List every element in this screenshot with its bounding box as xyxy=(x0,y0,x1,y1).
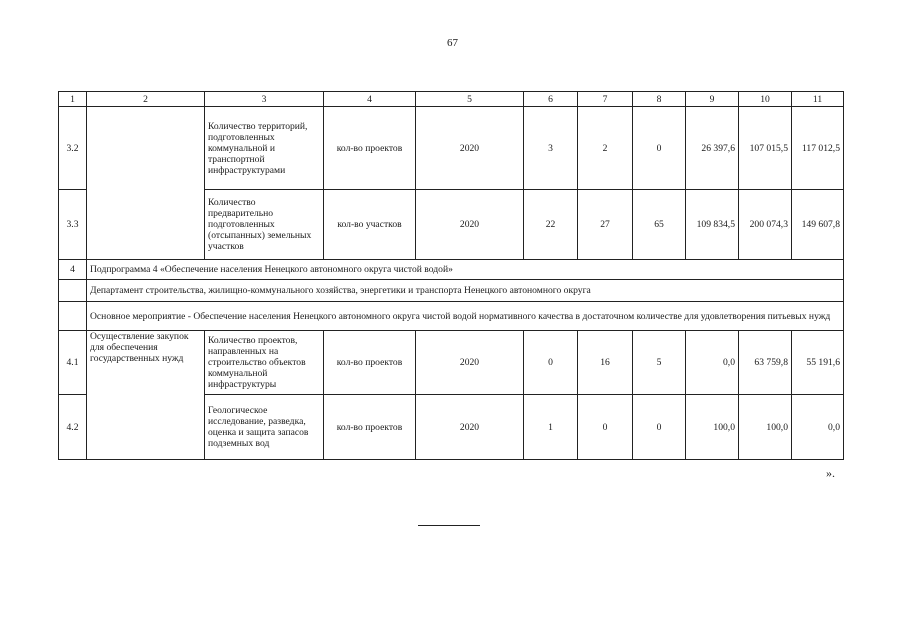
value-9: 100,0 xyxy=(686,395,739,460)
value-7: 0 xyxy=(578,395,633,460)
subprogram-title: Подпрограмма 4 «Обеспечение населения Ненецкого автономного округа чистой водой» xyxy=(87,260,844,280)
value-8: 0 xyxy=(633,395,686,460)
value-9: 109 834,5 xyxy=(686,190,739,260)
value-6: 22 xyxy=(524,190,578,260)
row-number: 4.1 xyxy=(59,331,87,395)
col-header: 9 xyxy=(686,92,739,107)
year: 2020 xyxy=(416,107,524,190)
footer-separator-line xyxy=(418,525,480,526)
value-10: 200 074,3 xyxy=(739,190,792,260)
row-number-empty xyxy=(59,280,87,302)
indicator-name: Количество предварительно подготовленных (отсыпанных) земельных участков xyxy=(205,190,324,260)
value-7: 16 xyxy=(578,331,633,395)
row-number: 3.3 xyxy=(59,190,87,260)
year: 2020 xyxy=(416,395,524,460)
table-row xyxy=(59,331,844,395)
value-9: 0,0 xyxy=(686,331,739,395)
row-number: 4.2 xyxy=(59,395,87,460)
column-number-row xyxy=(59,92,844,107)
activity-name: Осуществление закупок для обеспечения государственных нужд xyxy=(87,331,205,460)
indicator-name: Количество территорий, подготовленных коммунальной и транспортной инфраструктурами xyxy=(205,107,324,190)
department-row xyxy=(59,280,844,302)
page-number: 67 xyxy=(447,37,458,49)
col-header: 11 xyxy=(792,92,844,107)
value-11: 117 012,5 xyxy=(792,107,844,190)
value-9: 26 397,6 xyxy=(686,107,739,190)
main-activity-title: Основное мероприятие - Обеспечение населения Ненецкого автономного округа чистой водой нормативного качества в достаточном количестве для удовлетворения питьевых нужд xyxy=(87,302,844,331)
value-10: 63 759,8 xyxy=(739,331,792,395)
activity-cell-empty xyxy=(87,107,205,260)
unit: кол-во проектов xyxy=(324,395,416,460)
indicators-table xyxy=(58,91,844,460)
value-10: 107 015,5 xyxy=(739,107,792,190)
col-header: 6 xyxy=(524,92,578,107)
main-activity-row xyxy=(59,302,844,331)
unit: кол-во проектов xyxy=(324,331,416,395)
year: 2020 xyxy=(416,190,524,260)
value-6: 3 xyxy=(524,107,578,190)
indicator-name: Количество проектов, направленных на строительство объектов коммунальной инфраструктуры xyxy=(205,331,324,395)
value-8: 0 xyxy=(633,107,686,190)
value-6: 0 xyxy=(524,331,578,395)
closing-quote: ». xyxy=(826,466,835,480)
value-11: 55 191,6 xyxy=(792,331,844,395)
value-8: 5 xyxy=(633,331,686,395)
col-header: 7 xyxy=(578,92,633,107)
unit: кол-во участков xyxy=(324,190,416,260)
col-header: 8 xyxy=(633,92,686,107)
row-number-empty xyxy=(59,302,87,331)
value-7: 2 xyxy=(578,107,633,190)
col-header: 2 xyxy=(87,92,205,107)
value-6: 1 xyxy=(524,395,578,460)
year: 2020 xyxy=(416,331,524,395)
col-header: 5 xyxy=(416,92,524,107)
subprogram-row xyxy=(59,260,844,280)
value-11: 149 607,8 xyxy=(792,190,844,260)
value-8: 65 xyxy=(633,190,686,260)
col-header: 4 xyxy=(324,92,416,107)
col-header: 3 xyxy=(205,92,324,107)
indicator-name: Геологическое исследование, разведка, оценка и защита запасов подземных вод xyxy=(205,395,324,460)
unit: кол-во проектов xyxy=(324,107,416,190)
value-10: 100,0 xyxy=(739,395,792,460)
table-row xyxy=(59,107,844,190)
col-header: 1 xyxy=(59,92,87,107)
col-header: 10 xyxy=(739,92,792,107)
department-title: Департамент строительства, жилищно-коммунального хозяйства, энергетики и транспорта Ненецкого автономного округа xyxy=(87,280,844,302)
row-number: 4 xyxy=(59,260,87,280)
value-7: 27 xyxy=(578,190,633,260)
value-11: 0,0 xyxy=(792,395,844,460)
row-number: 3.2 xyxy=(59,107,87,190)
